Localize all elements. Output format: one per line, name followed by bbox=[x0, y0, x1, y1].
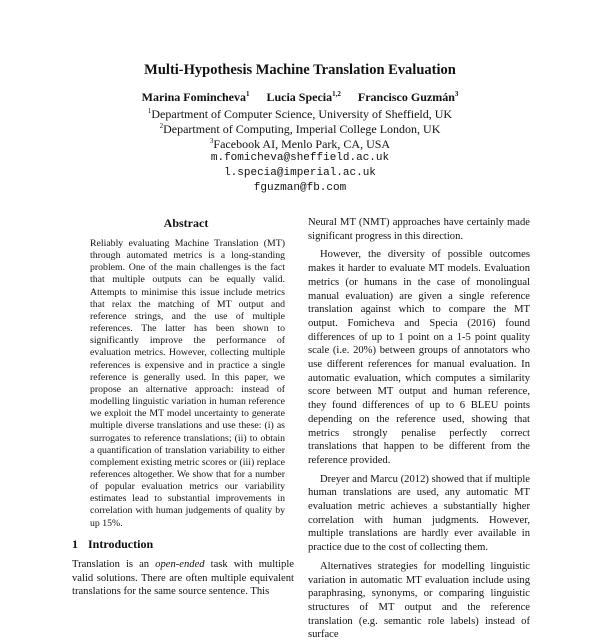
abstract-body bbox=[90, 238, 285, 530]
section-title: Introduction bbox=[88, 537, 154, 551]
affiliation-1 bbox=[0, 107, 600, 122]
section-number: 1 bbox=[72, 537, 78, 551]
right-paragraph-2: However, the diversity of possible outcomes makes it harder to evaluate MT models. Evaluation metrics (or humans in the case of monolingual manual evaluation) are given a single reference translation against which to compare the MT output. Fomicheva and Specia (2016) found differences of up to 1 point on a 1-5 point quality scale (i.e. 20%) between groups of annotators who use different references for manual evaluation. In automatic evaluation, which computes a similarity score between MT output and human reference, they found differences of up to 6 BLEU points depending on the reference used, showing that metrics strongly penalise perfectly correct translations that happen to be different from the reference provided. bbox=[308, 249, 530, 466]
affiliation-3 bbox=[0, 137, 600, 152]
author-1-name: Marina Fomincheva bbox=[141, 90, 246, 104]
affiliation-2 bbox=[0, 122, 600, 137]
abstract-heading: Abstract bbox=[163, 216, 209, 230]
right-paragraph-1: Neural MT (NMT) approaches have certainly made significant progress in this direction. bbox=[308, 217, 530, 242]
introduction-paragraph bbox=[72, 558, 294, 599]
paper-title: Multi-Hypothesis Machine Translation Evaluation bbox=[144, 62, 456, 78]
author-1 bbox=[142, 90, 250, 104]
author-3-sup: 3 bbox=[454, 90, 459, 98]
intro-text-after: task with multiple valid solutions. There are often multiple equivalent translations for the same source sentence. This bbox=[72, 559, 294, 598]
author-2 bbox=[266, 90, 340, 104]
author-list bbox=[0, 90, 600, 105]
author-3-name: Francisco Guzmán bbox=[357, 90, 455, 104]
email-3: fguzman@fb.com bbox=[253, 182, 347, 194]
affiliation-3-sup: 3 bbox=[209, 137, 214, 145]
intro-text-before: Translation is an bbox=[72, 559, 156, 570]
affiliation-2-text: Department of Computing, Imperial College London, UK bbox=[163, 122, 441, 136]
email-1: m.fomicheva@sheffield.ac.uk bbox=[210, 152, 390, 164]
affiliation-3-text: Facebook AI, Menlo Park, CA, USA bbox=[213, 137, 391, 151]
affiliation-1-sup: 1 bbox=[147, 107, 152, 115]
author-2-sup: 1,2 bbox=[332, 90, 341, 98]
intro-emphasis: open-ended bbox=[155, 559, 205, 570]
email-2: l.specia@imperial.ac.uk bbox=[224, 167, 376, 179]
author-2-name: Lucia Specia bbox=[266, 90, 333, 104]
right-paragraph-3: Dreyer and Marcu (2012) showed that if multiple human translations are used, any automatic MT evaluation metric achieves a substantially higher correlation with human judgments. However, multiple translations are hardly ever available in practice due to the cost of collecting them. bbox=[308, 473, 530, 554]
affiliation-2-sup: 2 bbox=[159, 122, 164, 130]
abstract-text: Reliably evaluating Machine Translation (MT) through automated metrics is a long-standing problem. One of the main challenges is the fact that multiple outputs can be equally valid. Attempts to minimise this issue include metrics that relax the matching of MT output and reference strings, and the use of multiple references. The latter has been shown to significantly improve the performance of evaluation metrics. However, collecting multiple references is expensive and in practice a single reference is generally used. In this paper, we propose an alternative approach: instead of modelling linguistic variation in human reference we exploit the MT model uncertainty to generate multiple diverse translations and use these: (i) as surrogates to reference translations; (ii) to obtain a quantification of translation variability to either complement existing metric scores or (iii) replace references altogether. We show that for a number of popular evaluation metrics our variability estimates lead to substantial improvements in correlation with human judgements of quality by up 15%. bbox=[90, 238, 285, 529]
author-3 bbox=[358, 90, 459, 104]
right-paragraph-4: Alternatives strategies for modelling linguistic variation in automatic MT evaluation include using paraphrasing, synonyms, or comparing linguistic structures of MT output and the reference translation (e.g. semantic role labels) instead of surface bbox=[308, 560, 530, 641]
section-heading-introduction bbox=[72, 537, 153, 552]
affiliation-1-text: Department of Computer Science, University of Sheffield, UK bbox=[151, 107, 453, 121]
introduction-body bbox=[72, 558, 294, 599]
author-1-sup: 1 bbox=[245, 90, 250, 98]
right-column bbox=[308, 216, 530, 642]
